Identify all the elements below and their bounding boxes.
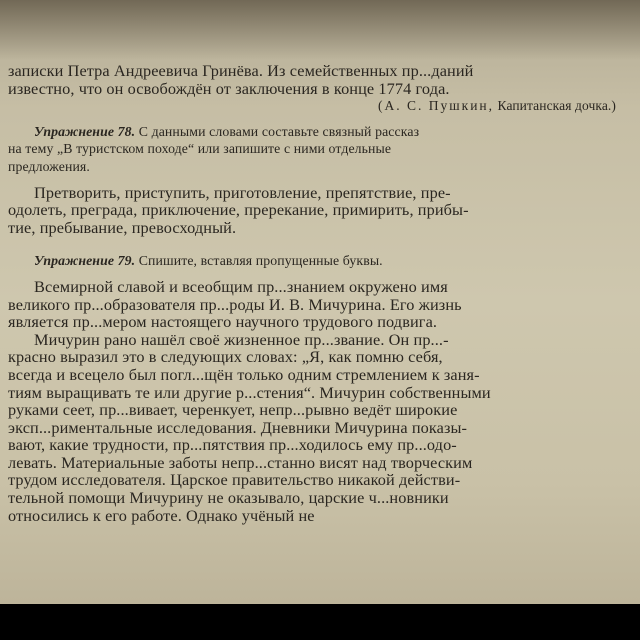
excerpt-line: известно, что он освобождён от заключения в конце 1774 года. (8, 78, 450, 98)
exercise-79-heading (8, 252, 628, 270)
exercise-78-words-line: одолеть, преграда, приключение, пререкание, примирить, прибы- (8, 200, 469, 220)
exercise-79-task: Спишите, вставляя пропущенные буквы. (135, 253, 383, 269)
exercise-79-para2-line: эксп...риментальные исследования. Дневники Мичурина показы- (8, 417, 468, 437)
exercise-79-para2-line: трудом исследователя. Царское правительство никакой действи- (8, 470, 461, 490)
attribution-author: (А. С. Пушкин, (378, 98, 495, 114)
exercise-78-task: С данными словами составьте связный рассказ (135, 123, 420, 139)
exercise-79-para2-line: тельной помощи Мичурину не оказывало, царские ч...новники (8, 488, 449, 508)
exercise-78-words-line: Претворить, приступить, приготовление, препятствие, пре- (34, 182, 451, 202)
bottom-dark-band (0, 604, 640, 640)
exercise-79-para2-line: Мичурин рано нашёл своё жизненное пр...звание. Он пр...- (34, 329, 449, 349)
attribution-work: Капитанская дочка.) (497, 98, 616, 114)
exercise-78-task-line: на тему „В туристском походе“ или запишите с ними отдельные (8, 141, 392, 157)
exercise-78-title: Упражнение 78. (34, 123, 136, 139)
exercise-79-para1-line: является пр...мером настоящего научного трудового подвига. (8, 312, 438, 332)
page-shadow (0, 0, 640, 60)
exercise-79-para2-line: тиям выращивать те или другие р...стения“. Мичурин собственными (8, 382, 491, 402)
exercise-79-para2-line: относились к его работе. Однако учёный не (8, 505, 315, 525)
exercise-78-words-line: тие, пребывание, превосходный. (8, 217, 237, 237)
exercise-79-para2-line: красно выразил это в следующих словах: „Я, как помню себя, (8, 347, 443, 367)
exercise-79-para2-line: всегда и всецело был погл...щён только одним стремлением к заня- (8, 364, 480, 384)
attribution (8, 97, 628, 115)
exercise-78-task-line: предложения. (8, 158, 90, 174)
exercise-79-para2-line: руками сеет, пр...вивает, черенкует, непр...рывно ведёт широкие (8, 400, 458, 420)
exercise-79-title: Упражнение 79. (34, 253, 136, 269)
page-text (0, 62, 628, 524)
exercise-79-para2-line: левать. Материальные заботы непр...станно висят над творческим (8, 452, 473, 472)
excerpt-line: записки Петра Андреевича Гринёва. Из семейственных пр...даний (8, 61, 474, 80)
exercise-79-para1-line: великого пр...образователя пр...роды И. В. Мичурина. Его жизнь (8, 294, 462, 314)
exercise-79-para1-line: Всемирной славой и всеобщим пр...знанием окружено имя (34, 276, 448, 296)
exercise-79-para2-line: вают, какие трудности, пр...пятствия пр...ходилось ему пр...одо- (8, 435, 457, 455)
exercise-78-heading (8, 123, 628, 141)
